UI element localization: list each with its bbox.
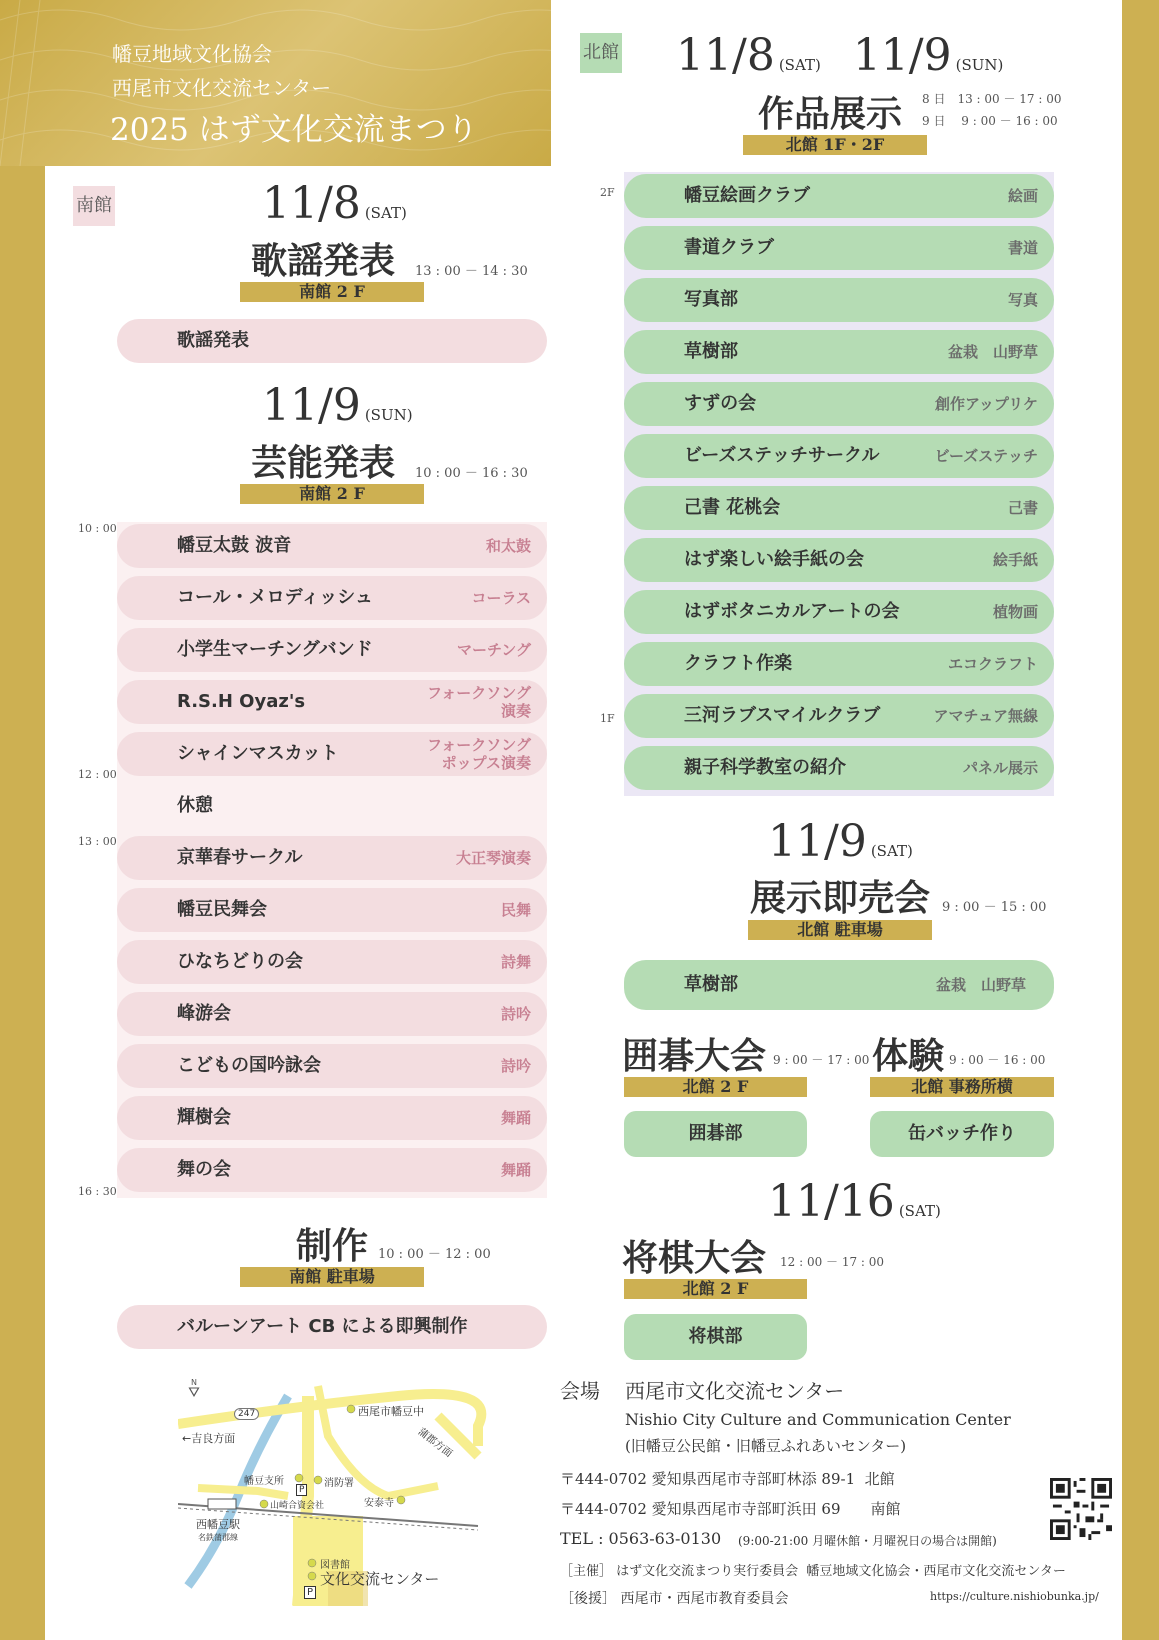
date-number: 11/8 xyxy=(676,30,775,81)
exhibit-venue: 北館 1F・2F xyxy=(743,135,927,155)
time-1300: 13 : 00 xyxy=(78,835,117,848)
item-name: 幡豆民舞会 xyxy=(177,899,267,920)
north-label: N xyxy=(191,1378,197,1387)
list-item-break xyxy=(117,784,547,828)
list-item xyxy=(624,486,1054,530)
exp-title: 体験 xyxy=(872,1035,945,1077)
item-name: 京華春サークル xyxy=(177,847,303,868)
south-day2-date xyxy=(262,380,413,431)
list-item xyxy=(624,226,1054,270)
exp-venue: 北館 事務所横 xyxy=(870,1077,1054,1097)
craft-time: 10 : 00 － 12 : 00 xyxy=(378,1247,491,1262)
craft-venue: 南館 駐車場 xyxy=(240,1267,424,1287)
info-venue-name: 西尾市文化交流センター xyxy=(625,1379,845,1403)
shogi-item xyxy=(624,1314,807,1360)
item-name: 缶バッチ作り xyxy=(908,1123,1016,1144)
go-item xyxy=(624,1111,807,1157)
item-name: クラフト作楽 xyxy=(684,653,792,674)
date-number: 11/16 xyxy=(768,1176,895,1227)
access-map xyxy=(178,1376,488,1606)
item-genre: 己書 xyxy=(1007,499,1038,517)
list-item xyxy=(117,992,547,1036)
list-item xyxy=(117,524,547,568)
date-number: 11/8 xyxy=(262,178,361,229)
info-tel: TEL : 0563-63-0130 xyxy=(560,1529,722,1548)
item-name: 写真部 xyxy=(684,289,738,310)
list-item xyxy=(624,382,1054,426)
go-title: 囲碁大会 xyxy=(622,1035,767,1077)
day-label: (SUN) xyxy=(955,56,1004,74)
exhibit-dates xyxy=(676,30,1003,81)
list-item xyxy=(624,746,1054,790)
list-item xyxy=(117,1148,547,1192)
item-genre: 書道 xyxy=(1007,239,1038,257)
list-item xyxy=(117,680,547,724)
item-genre: 詩吟 xyxy=(500,1057,531,1075)
list-item xyxy=(117,1044,547,1088)
item-name: シャインマスカット xyxy=(177,743,339,764)
map-temple: 安泰寺 xyxy=(364,1498,394,1509)
item-genre: 盆栽 山野草 xyxy=(947,343,1038,361)
header-title: 2025 はず文化交流まつり xyxy=(110,112,478,148)
left-border xyxy=(0,0,45,1640)
info-hours: (9:00-21:00 月曜休館・月曜祝日の場合は開館) xyxy=(738,1534,997,1548)
info-venue-label: 会場 xyxy=(560,1379,600,1403)
sale-date xyxy=(768,816,913,867)
info-host: ［主催］ はず文化交流まつり実行委員会 幡豆地域文化協会・西尾市文化交流センター xyxy=(560,1564,1066,1579)
map-fire: 消防署 xyxy=(324,1478,354,1489)
item-genre: 舞踊 xyxy=(500,1109,531,1127)
map-parking-2: P xyxy=(304,1586,316,1599)
list-item xyxy=(117,576,547,620)
list-item xyxy=(624,960,1054,1010)
item-name: 幡豆太鼓 波音 xyxy=(177,535,292,556)
list-item xyxy=(624,642,1054,686)
exhibit-time1: 8 日 13 : 00 － 17 : 00 xyxy=(922,92,1062,106)
map-kira: ←吉良方面 xyxy=(182,1432,236,1445)
item-genre: 民舞 xyxy=(500,901,531,919)
list-item xyxy=(624,538,1054,582)
item-name: 歌謡発表 xyxy=(177,330,249,351)
list-item xyxy=(117,940,547,984)
item-name: 幡豆絵画クラブ xyxy=(684,185,810,206)
map-bank: 山崎合資会社 xyxy=(270,1501,325,1511)
qr-graphic xyxy=(1050,1478,1112,1540)
date-number: 11/9 xyxy=(852,30,952,81)
info-support: ［後援］ 西尾市・西尾市教育委員会 xyxy=(560,1591,789,1607)
shogi-time: 12 : 00 － 17 : 00 xyxy=(780,1255,885,1269)
item-genre: コーラス xyxy=(471,589,531,607)
exp-item xyxy=(870,1111,1054,1157)
qr-code-icon[interactable] xyxy=(1050,1478,1112,1540)
item-name: 舞の会 xyxy=(177,1159,231,1180)
sale-title: 展示即売会 xyxy=(750,877,931,919)
list-item xyxy=(117,1305,547,1349)
north-glyph: ⛛ xyxy=(188,1385,200,1401)
map-center: 文化交流センター xyxy=(320,1570,440,1588)
header-org1: 幡豆地域文化協会 xyxy=(112,42,272,66)
exp-time: 9 : 00 － 16 : 00 xyxy=(949,1053,1046,1067)
date-number: 11/9 xyxy=(262,380,361,431)
item-genre: 絵手紙 xyxy=(992,551,1038,569)
exhibit-time2: 9 日 9 : 00 － 16 : 00 xyxy=(922,114,1058,128)
list-item xyxy=(117,319,547,363)
list-item xyxy=(624,590,1054,634)
item-name: 峰游会 xyxy=(177,1003,231,1024)
item-genre: フォークソング ポップス演奏 xyxy=(427,736,531,772)
map-branch: 幡豆支所 xyxy=(244,1476,284,1487)
header-org2: 西尾市文化交流センター xyxy=(112,76,332,100)
day-label: (SAT) xyxy=(778,56,821,74)
header-banner xyxy=(0,0,551,166)
info-addr1: 〒444-0702 愛知県西尾市寺部町林添 89-1 北館 xyxy=(560,1470,895,1488)
info-venue-en: Nishio City Culture and Communication Center xyxy=(625,1410,1011,1429)
north-arrow-icon xyxy=(184,1378,204,1402)
exhibit-title: 作品展示 xyxy=(758,93,903,135)
south-day1-date xyxy=(262,178,407,229)
list-item xyxy=(117,836,547,880)
item-name: 書道クラブ xyxy=(684,237,774,258)
day-label: (SAT) xyxy=(364,204,407,222)
item-genre: 創作アップリケ xyxy=(934,395,1038,413)
shogi-venue: 北館 2 F xyxy=(624,1279,807,1299)
item-genre: 詩舞 xyxy=(500,953,531,971)
map-school: 西尾市幡豆中 xyxy=(358,1405,424,1418)
craft-title: 制作 xyxy=(296,1225,369,1267)
item-name: こどもの国吟詠会 xyxy=(177,1055,321,1076)
time-1630: 16 : 30 xyxy=(78,1185,117,1198)
item-genre: 詩吟 xyxy=(500,1005,531,1023)
list-item xyxy=(117,732,547,776)
item-genre: 植物画 xyxy=(992,603,1038,621)
item-name: バルーンアート CB による即興制作 xyxy=(177,1316,468,1337)
list-item xyxy=(624,174,1054,218)
item-genre: 大正琴演奏 xyxy=(455,849,531,867)
item-name: 三河ラブスマイルクラブ xyxy=(684,705,881,726)
right-border xyxy=(1122,0,1159,1640)
item-name: コール・メロディッシュ xyxy=(177,587,373,608)
item-name: 将棋部 xyxy=(688,1326,743,1347)
item-name: ひなちどりの会 xyxy=(177,951,303,972)
north-tag: 北館 xyxy=(580,33,622,73)
south-day1-time: 13 : 00 － 14 : 30 xyxy=(415,264,528,279)
south-day2-time: 10 : 00 － 16 : 30 xyxy=(415,466,528,481)
item-genre: フォークソング 演奏 xyxy=(427,684,531,720)
list-item xyxy=(624,694,1054,738)
time-1000: 10 : 00 xyxy=(78,522,117,535)
go-time: 9 : 00 － 17 : 00 xyxy=(773,1053,870,1067)
list-item xyxy=(624,330,1054,374)
map-station: 西幡豆駅 xyxy=(196,1518,240,1531)
item-name: はず楽しい絵手紙の会 xyxy=(684,549,864,570)
item-genre: 写真 xyxy=(1007,291,1038,309)
go-venue: 北館 2 F xyxy=(624,1077,807,1097)
day-label: (SAT) xyxy=(870,842,913,860)
item-name: 己書 花桃会 xyxy=(684,497,781,518)
list-item xyxy=(117,888,547,932)
south-day2-venue: 南館 2 F xyxy=(240,484,424,504)
map-gamagori: 蒲郡方面 xyxy=(415,1426,454,1460)
map-library: 図書館 xyxy=(320,1560,350,1571)
item-genre: 絵画 xyxy=(1007,187,1038,205)
floor-2f: 2F xyxy=(600,186,615,199)
item-genre: 和太鼓 xyxy=(485,537,531,555)
item-genre: 盆栽 山野草 xyxy=(935,976,1026,994)
item-name: 草樹部 xyxy=(684,341,738,362)
day-label: (SUN) xyxy=(364,406,413,424)
south-day1-venue: 南館 2 F xyxy=(240,282,424,302)
list-item xyxy=(117,1096,547,1140)
item-genre: アマチュア無線 xyxy=(933,707,1038,725)
info-url[interactable]: https://culture.nishiobunka.jp/ xyxy=(930,1590,1099,1603)
item-name: 囲碁部 xyxy=(688,1123,743,1144)
item-name: 親子科学教室の紹介 xyxy=(684,757,846,778)
list-item xyxy=(117,628,547,672)
item-name: 小学生マーチングバンド xyxy=(177,639,373,660)
item-genre: エコクラフト xyxy=(947,655,1038,673)
shogi-title: 将棋大会 xyxy=(622,1237,767,1279)
item-genre: 舞踊 xyxy=(500,1161,531,1179)
item-name: はずボタニカルアートの会 xyxy=(684,601,900,622)
map-line: 名鉄蒲郡線 xyxy=(198,1533,238,1542)
item-name: 草樹部 xyxy=(684,974,738,995)
info-addr2: 〒444-0702 愛知県西尾市寺部町浜田 69 南館 xyxy=(560,1500,901,1518)
map-parking-1: P xyxy=(296,1484,307,1496)
item-name: R.S.H Oyaz's xyxy=(177,691,306,712)
item-name: ビーズステッチサークル xyxy=(684,445,880,466)
sale-time: 9 : 00 － 15 : 00 xyxy=(942,900,1047,915)
info-venue-old: (旧幡豆公民館・旧幡豆ふれあいセンター) xyxy=(625,1437,907,1455)
floor-1f: 1F xyxy=(600,712,615,725)
south-day2-title: 芸能発表 xyxy=(251,442,396,484)
item-name: すずの会 xyxy=(684,393,757,414)
time-1200: 12 : 00 xyxy=(78,768,117,781)
south-day1-title: 歌謡発表 xyxy=(251,240,396,282)
day-label: (SAT) xyxy=(898,1202,941,1220)
item-name: 休憩 xyxy=(177,795,213,816)
item-name: 輝樹会 xyxy=(177,1107,231,1128)
list-item xyxy=(624,278,1054,322)
item-genre: ビーズステッチ xyxy=(934,447,1038,465)
item-genre: マーチング xyxy=(457,641,531,659)
date-number: 11/9 xyxy=(768,816,867,867)
shogi-date xyxy=(768,1176,941,1227)
sale-venue: 北館 駐車場 xyxy=(748,920,932,940)
item-genre: パネル展示 xyxy=(962,759,1038,777)
route-marker: 247 xyxy=(234,1408,259,1420)
south-tag: 南館 xyxy=(73,186,115,226)
list-item xyxy=(624,434,1054,478)
